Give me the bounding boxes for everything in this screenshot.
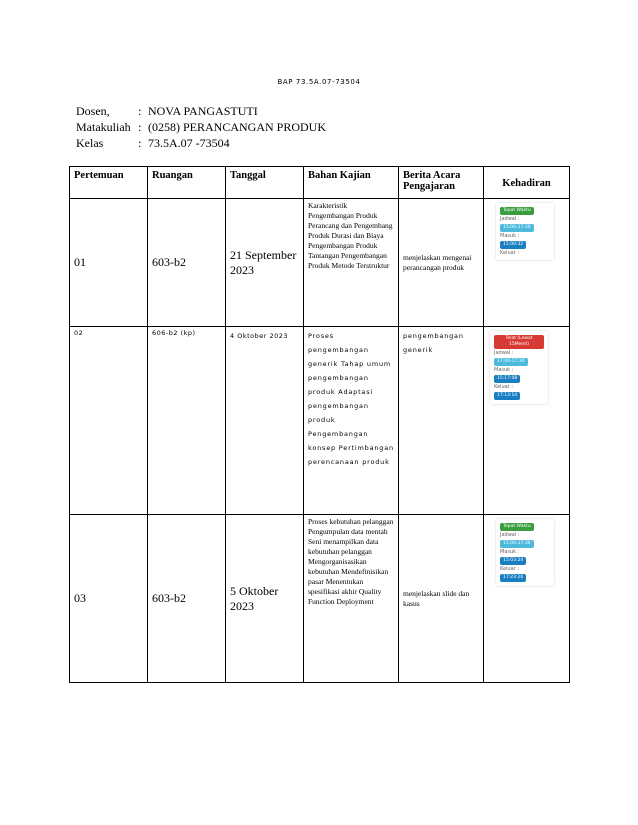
attendance-card <box>490 331 548 404</box>
header-berita-acara: Berita Acara Pengajaran <box>399 167 484 199</box>
cell-ruangan: 606-b2 (kp) <box>148 327 226 515</box>
status-badge: Tepat Waktu <box>500 523 534 531</box>
attendance-card <box>496 519 554 586</box>
cell-pertemuan: 03 <box>70 515 148 683</box>
separator: : <box>138 136 142 150</box>
status-badge: Tepat Waktu <box>500 207 534 215</box>
header-kehadiran: Kehadiran <box>484 167 570 199</box>
keluar-label: Keluar : <box>500 250 520 256</box>
cell-berita-acara: menjelaskan mengenai perancangan produk <box>399 199 484 327</box>
cell-ruangan: 603-b2 <box>148 515 226 683</box>
cell-kehadiran <box>484 515 570 683</box>
keluar-label: Keluar : <box>494 384 514 390</box>
separator: : <box>138 104 142 118</box>
jadwal-label: Jadwal : <box>500 532 520 538</box>
dosen-label: Dosen, <box>76 104 110 118</box>
dosen-row <box>76 104 326 120</box>
separator: : <box>138 120 142 134</box>
masuk-label: Masuk : <box>500 549 520 555</box>
course-info <box>76 104 326 152</box>
keluar-label: Keluar : <box>500 566 520 572</box>
masuk-badge: 15:17:08 <box>494 375 520 383</box>
header-tanggal: Tanggal <box>226 167 304 199</box>
kelas-value: 73.5A.07 -73504 <box>148 136 230 150</box>
cell-kehadiran <box>484 199 570 327</box>
header-bahan-kajian: Bahan Kajian <box>304 167 399 199</box>
matkul-value: (0258) PERANCANGAN PRODUK <box>148 120 327 134</box>
cell-tanggal: 4 Oktober 2023 <box>226 327 304 515</box>
matkul-row <box>76 120 326 136</box>
cell-bahan-kajian: Karakteristik Pengembangan Produk Perancang dan Pengembang Produk Durasi dan Biaya Pengembangan Produk Tantangan Pengembangan Produk Metode Terstruktur <box>304 199 399 327</box>
document-code: BAP 73.5A.07-73504 <box>277 78 361 86</box>
keluar-badge: 17:23:26 <box>500 574 526 582</box>
masuk-label: Masuk : <box>494 367 514 373</box>
kelas-label: Kelas <box>76 136 104 150</box>
cell-pertemuan: 01 <box>70 199 148 327</box>
jadwal-label: Jadwal : <box>494 350 514 356</box>
cell-berita-acara: pengembangan generik <box>399 327 484 515</box>
kelas-row <box>76 136 326 152</box>
cell-bahan-kajian: Proses kebutuhan pelanggan Pengumpulan data mentah Seni menampilkan data kebutuhan pelanggan Mengorganisasikan kebutuhan Mendefinisikan pasar Menentukan spesifikasi akhir Quality Function Deployment <box>304 515 399 683</box>
header-pertemuan: Pertemuan <box>70 167 148 199</box>
status-badge: Telat (Lewat 15Menit) <box>494 335 544 349</box>
table-header-row <box>70 167 570 199</box>
cell-ruangan: 603-b2 <box>148 199 226 327</box>
table-row <box>70 199 570 327</box>
cell-tanggal: 21 September 2023 <box>226 199 304 327</box>
masuk-badge: 15:03:24 <box>500 557 526 565</box>
jadwal-badge: 15:00-17:30 <box>500 540 534 548</box>
masuk-badge: 15:00:32 <box>500 241 526 249</box>
masuk-label: Masuk : <box>500 233 520 239</box>
keluar-badge: 17:13:14 <box>494 392 520 400</box>
cell-bahan-kajian: Proses pengembangan generik Tahap umum pengembangan produk Adaptasi pengembangan produk Pengembangan konsep Pertimbangan perencanaan produk <box>304 327 399 515</box>
cell-kehadiran <box>484 327 570 515</box>
jadwal-label: Jadwal : <box>500 216 520 222</box>
table-row <box>70 515 570 683</box>
jadwal-badge: 17:00-17:30 <box>494 358 528 366</box>
cell-tanggal: 5 Oktober 2023 <box>226 515 304 683</box>
table-row <box>70 327 570 515</box>
header-ruangan: Ruangan <box>148 167 226 199</box>
dosen-value: NOVA PANGASTUTI <box>148 104 258 118</box>
matkul-label: Matakuliah <box>76 120 131 134</box>
attendance-table <box>69 166 570 683</box>
attendance-card <box>496 203 554 260</box>
cell-berita-acara: menjelaskan slide dan kasus <box>399 515 484 683</box>
cell-pertemuan: 02 <box>70 327 148 515</box>
jadwal-badge: 15:00-17:30 <box>500 224 534 232</box>
